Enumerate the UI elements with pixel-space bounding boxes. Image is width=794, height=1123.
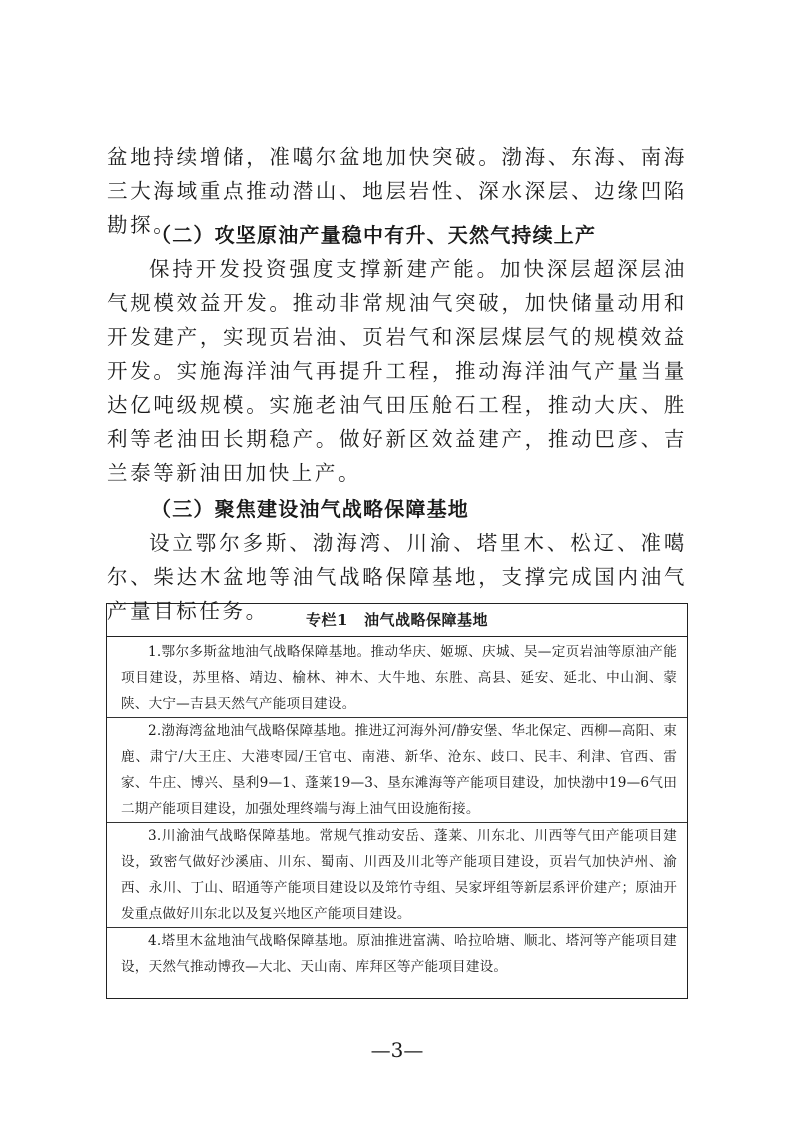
column-box-title-text: 油气战略保障基地 (363, 611, 488, 629)
section-heading-3: （三）聚焦建设油气战略保障基地 (151, 497, 469, 521)
paragraph-section-2: 保持开发投资强度支撑新建产能。加快深层超深层油气规模效益开发。推动非常规油气突破，加快储量动用和开发建产，实现页岩油、页岩气和深层煤层气的规模效益开发。实施海洋油气再提升工程，推动海洋油气产量当量达亿吨级规模。实施老油气田压舱石工程，推动大庆、胜利等老油田长期稳产。做好新区效益建产，推动巴彦、吉兰泰等新油田加快上产。 (107, 257, 687, 485)
column-item-2: 2.渤海湾盆地油气战略保障基地。推进辽河海外河/静安堡、华北保定、西柳—高阳、束鹿、肃宁/大王庄、大港枣园/王官屯、南港、新华、沧东、歧口、民丰、利津、官西、雷家、牛庄、博兴、垦利9—1、蓬莱19—3、垦东滩海等产能项目建设，加快渤中19—6气田二期产能项目建设，加强处理终端与海上油气田设施衔接。 (107, 718, 687, 823)
paragraph-continuation: 盆地持续增储，准噶尔盆地加快突破。渤海、东海、南海三大海域重点推动潜山、地层岩性、深水深层、边缘凹陷勘探。 (107, 145, 687, 237)
column-item-3: 3.川渝油气战略保障基地。常规气推动安岳、蓬莱、川东北、川西等气田产能项目建设，致密气做好沙溪庙、川东、蜀南、川西及川北等产能项目建设，页岩气加快泸州、渝西、永川、丁山、昭通等产能项目建设以及筇竹寺组、吴家坪组等新层系评价建产；原油开发重点做好川东北以及复兴地区产能项目建设。 (107, 823, 687, 928)
column-box-label: 专栏1 (306, 611, 348, 629)
column-item-4: 4.塔里木盆地油气战略保障基地。原油推进富满、哈拉哈塘、顺北、塔河等产能项目建设，天然气推动博孜—大北、天山南、库拜区等产能项目建设。 (121, 933, 677, 975)
page-number: —3— (370, 1038, 424, 1062)
column-box-title (107, 604, 687, 637)
paragraph-section-3: 设立鄂尔多斯、渤海湾、川渝、塔里木、松辽、准噶尔、柴达木盆地等油气战略保障基地，支撑完成国内油气产量目标任务。 (107, 531, 687, 623)
section-heading-2: （二）攻坚原油产量稳中有升、天然气持续上产 (151, 223, 597, 247)
column-item-1: 1.鄂尔多斯盆地油气战略保障基地。推动华庆、姬塬、庆城、吴—定页岩油等原油产能项目建设，苏里格、靖边、榆林、神木、大牛地、东胜、高县、延安、延北、中山涧、蒙陕、大宁—吉县天然气产能项目建设。 (107, 637, 687, 718)
column-box (106, 603, 688, 999)
